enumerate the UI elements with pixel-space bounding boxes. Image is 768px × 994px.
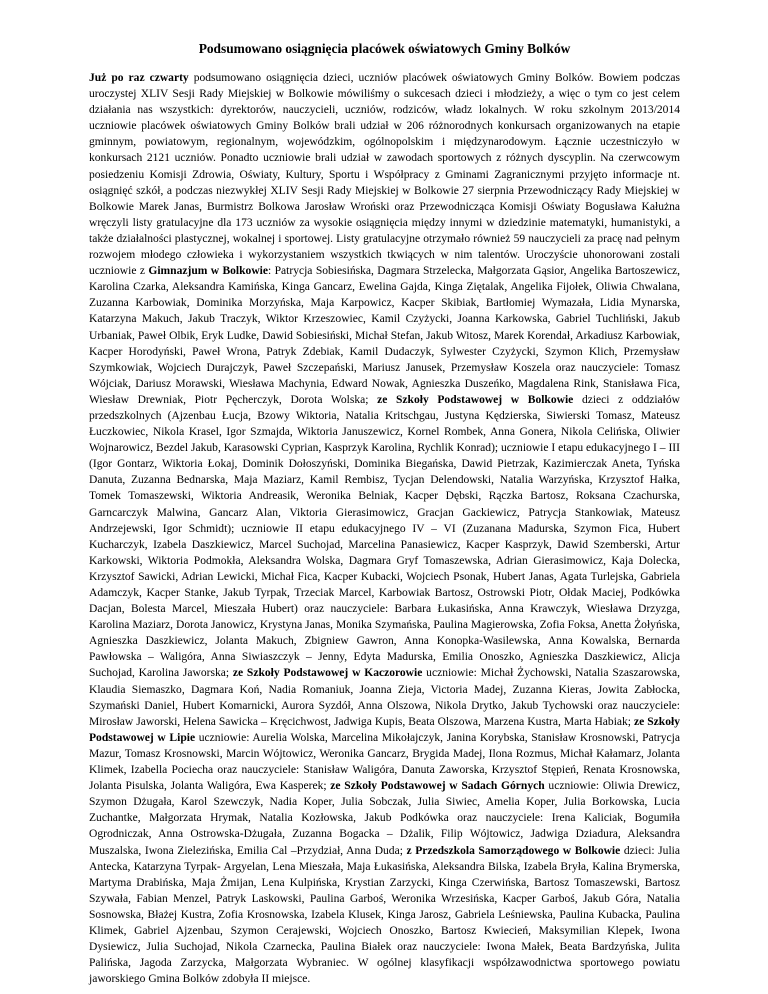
document-title: Podsumowano osiągnięcia placówek oświatowych Gminy Bolków <box>198 41 571 56</box>
honorees-sp-bolkow: dzieci z oddziałów przedszkolnych (Ajzenbau Łucja, Bzowy Wiktoria, Natalia Kritschgau, Justyna Kędzierska, Siwierski Tomasz, Mateusz Łuczkowiec, Nikola Krasel, Igor Szmajda, Wiktoria Januszewicz, Kornel Rombek, Anna Gonera, Nikola Celińska, Oliwier Wojnarowicz, Bezdel Jakub, Karasowski Cyprian, Kasprzyk Karolina, Rychlik Konrad); uczniowie I etapu edukacyjnego I – III (Igor Gontarz, Wiktoria Łokaj, Dominik Dołoszyński, Dominika Biegańska, Dawid Pietrzak, Kazimierczak Aneta, Tyńska Danuta, Zuzanna Bednarska, Maja Maziarz, Kamil Rembisz, Tycjan Delendowski, Natalia Warzyńska, Krzysztof Hałka, Tomek Tomaszewski, Wiktoria Andreasik, Weronika Belniak, Kacper Dębski, Rączka Bartosz, Roksana Czachurska, Garncarczyk Malwina, Gancarz Alan, Viktoria Gierasimowicz, Gracjan Gackiewicz, Patrycja Stankowiak, Mateusz Andrzejewski, Igor Schmidt); uczniowie II etapu edukacyjnego IV – VI (Zuzanana Madurska, Szymon Fica, Hubert Kucharczyk, Izabela Daszkiewicz, Marcel Suchojad, Marcelina Panasiewicz, Kacper Kasprzyk, Dawid Szemberski, Artur Karkowski, Wiktoria Podmokła, Aleksandra Wolska, Dagmara Gryf Tomaszewska, Adrian Gierasimowicz, Kaja Dolecka, Krzysztof Sawicki, Adrian Lewicki, Michał Fica, Kacper Kubacki, Wojciech Psonak, Hubert Janas, Agata Turlejska, Gabriela Adamczyk, Kacper Stanke, Jakub Tyrpak, Trzeciak Marcel, Karbowiak Bartosz, Ostrowski Piotr, Ołdak Maciej, Podkówka Dacjan, Bolesta Marcel, Mieszała Hubert) oraz nauczyciele: Barbara Łukasińska, Anna Krawczyk, Wiesława Drzyzga, Karolina Maziarz, Dorota Janowicz, Krystyna Janas, Monika Szymańska, Paulina Magierowska, Zofia Foksa, Anetta Żołyńska, Agnieszka Daszkiewicz, Jolanta Makuch, Zbigniew Gawron, Anna Konopka-Wasilewska, Anna Kowalska, Bernarda Pawłowska – Waligóra, Anna Siwiaszczyk – Jenny, Edyta Madurska, Emilia Onoszko, Agnieszka Daszkiewicz, Alicja Suchojad, Karolina Jaworska; <box>89 393 681 680</box>
honorees-sp-kaczorow: uczniowie: Michał Żychowski, Natalia Szaszarowska, Klaudia Siemaszko, Dagmara Koń, Nadia Romaniuk, Joanna Zieja, Victoria Madej, Zuzanna Kieras, Jowita Zabłocka, Szymański Daniel, Hubert Komarnicki, Aurora Syzdół, Anna Olszowa, Nikola Drytko, Jakub Tychowski oraz nauczyciele: Mirosław Jaworski, Helena Sawicka – Kręcichwost, Jadwiga Kupis, Beata Olszowa, Marzena Kustra, Marta Habiak; <box>89 667 680 728</box>
honorees-sp-sady-gorne: uczniowie: Oliwia Drewicz, Szymon Dżugała, Karol Szewczyk, Nadia Koper, Julia Sobczak, Julia Siwiec, Amelia Koper, Julia Borkowska, Lucia Zuchantke, Małgorzata Hrymak, Natalia Kozłowska, Jakub Podkówka oraz nauczyciele: Irena Kaliciak, Bogumiła Ogrodniczak, Anna Ostrowska-Dżugała, Zuzanna Bogacka – Dżalik, Filip Wójtowicz, Jadwiga Dziadura, Aleksandra Muszalska, Iwona Zielezińska, Emilia Cal –Przydział, Anna Duda; <box>89 780 680 857</box>
article-body <box>89 70 680 987</box>
lead-phrase: Już po raz czwarty <box>89 72 189 84</box>
intro-text: podsumowano osiągnięcia dzieci, uczniów placówek oświatowych Gminy Bolków. Bowiem podczas uroczystej XLIV Sesji Rady Miejskiej w Bolkowie mówiliśmy o sukcesach dzieci i młodzieży, a więc o tym co jest celem działania nas wszystkich: dyrektorów, nauczycieli, uczniów, rodziców, władz lokalnych. W roku szkolnym 2013/2014 uczniowie placówek oświatowych Gminy Bolków brali udział w 206 różnorodnych konkursach organizowanych na etapie gminnym, powiatowym, regionalnym, wojewódzkim, ogólnopolskim i międzynarodowym. Łącznie uczestniczyło w konkursach 2121 uczniów. Ponadto uczniowie brali udział w zawodach sportowych z różnych dyscyplin. Na czerwcowym posiedzeniu Komisji Zdrowia, Oświaty, Kultury, Sportu i Współpracy z Gminami Zagranicznymi przyjęto informacje nt. osiągnięć szkół, a podczas niezwykłej XLIV Sesji Rady Miejskiej w Bolkowie 27 sierpnia Przewodniczący Rady Miejskiej w Bolkowie Marek Janas, Burmistrz Bolkowa Jarosław Wroński oraz Przewodnicząca Komisji Oświaty Bogusława Kałużna wręczyli listy gratulacyjne dla 173 uczniów za wysokie osiągnięcia między innymi w dziedzinie matematyki, humanistyki, a także działalności plastycznej, wokalnej i sportowej. Listy gratulacyjne otrzymało również 59 nauczycieli za pracę nad pełnym rozwojem młodego człowieka i wykorzystaniem wszystkich tkwiących w nim talentów. Uroczyście uhonorowani zostali uczniowie z <box>89 72 681 278</box>
honorees-gimnazjum-bolkow: : Patrycja Sobiesińska, Dagmara Strzelecka, Małgorzata Gąsior, Angelika Bartoszewicz, Karolina Czarka, Aleksandra Kamińska, Kinga Gancarz, Ewelina Gajda, Kinga Ziętalak, Angelika Fijołek, Oliwia Chwalana, Zuzanna Karbowiak, Dominika Morzyńska, Maja Karpowicz, Kacper Skibiak, Bartłomiej Wymazała, Lidia Mynarska, Katarzyna Makuch, Jakub Traczyk, Wiktor Krzeszowiec, Kamil Czyżycki, Joanna Karkowska, Gabriel Tuchliński, Jakub Urbaniak, Paweł Olbik, Eryk Ludke, Dawid Sobiesiński, Michał Stefan, Jakub Witosz, Marek Korendał, Arkadiusz Karbowiak, Kacper Horodyński, Paweł Wrona, Patryk Zdebiak, Kamil Dudaczyk, Sylwester Czyżycki, Szymon Klich, Przemysław Szymkowiak, Wojciech Durajczyk, Paweł Szczepański, Mariusz Janusek, Przemysław Koszela oraz nauczyciele: Tomasz Wójciak, Dariusz Morawski, Wiesława Machynia, Edward Nowak, Agnieszka Duszeńko, Magdalena Rink, Stanisława Fica, Wiesław Drewniak, Piotr Pęcherczyk, Dorota Wolska; <box>89 265 680 406</box>
school-gimnazjum-bolkow: Gimnazjum w Bolkowie <box>148 265 269 278</box>
honorees-przedszkole-bolkow: dzieci: Julia Antecka, Katarzyna Tyrpak- Argyelan, Lena Mieszała, Maja Łukasińska, Aleksandra Bilska, Izabela Bryła, Kalina Brymerska, Martyma Drabińska, Maja Żmijan, Lena Kulpińska, Krystian Zarzycki, Kinga Czerwińska, Bartosz Tomaszewski, Bartosz Szywała, Fabian Menzel, Patryk Laskowski, Paulina Garboś, Weronika Wrzesińska, Kacper Garboś, Jakub Góra, Natalia Sosnowska, Błażej Kustra, Zofia Krosnowska, Izabela Klusek, Kinga Jarosz, Gabriela Leśniewska, Paulina Kubacka, Paulina Klimek, Gabriel Ajzenbau, Szymon Cerajewski, Wojciech Onoszko, Bartosz Kwiecień, Maksymilian Klepek, Iwona Dysiewicz, Julia Suchojad, Nikola Czarnecka, Paulina Białek oraz nauczyciele: Iwona Małek, Beata Bardzyńska, Julita Palińska, Jagoda Zarzycka, Małgorzata Wybraniec. W ogólnej klasyfikacji współzawodnictwa sportowego powiatu jaworskiego Gmina Bolków zdobyła II miejsce. <box>89 844 680 986</box>
school-sp-bolkow: ze Szkoły Podstawowej w Bolkowie <box>377 393 574 406</box>
school-sp-kaczorow: ze Szkoły Podstawowej w Kaczorowie <box>232 667 423 680</box>
honorees-sp-lipa: uczniowie: Aurelia Wolska, Marcelina Mikołajczyk, Janina Korybska, Stanisław Krosnowski, Patrycja Mazur, Tomasz Krosnowski, Marcin Wójtowicz, Weronika Gancarz, Brygida Madej, Ilona Rozmus, Michał Kałamarz, Jolanta Klimek, Izabella Pociecha oraz nauczyciele: Stanisław Waligóra, Danuta Zaworska, Krzysztof Stępień, Renata Krosnowska, Jolanta Pisulska, Jolanta Waligóra, Ewa Kasperek; <box>89 731 680 793</box>
school-przedszkole-bolkow: z Przedszkola Samorządowego w Bolkowie <box>406 844 621 857</box>
school-sp-lipa: ze Szkoły Podstawowej w Lipie <box>89 715 680 744</box>
school-sp-sady-gorne: ze Szkoły Podstawowej w Sadach Górnych <box>330 780 545 793</box>
